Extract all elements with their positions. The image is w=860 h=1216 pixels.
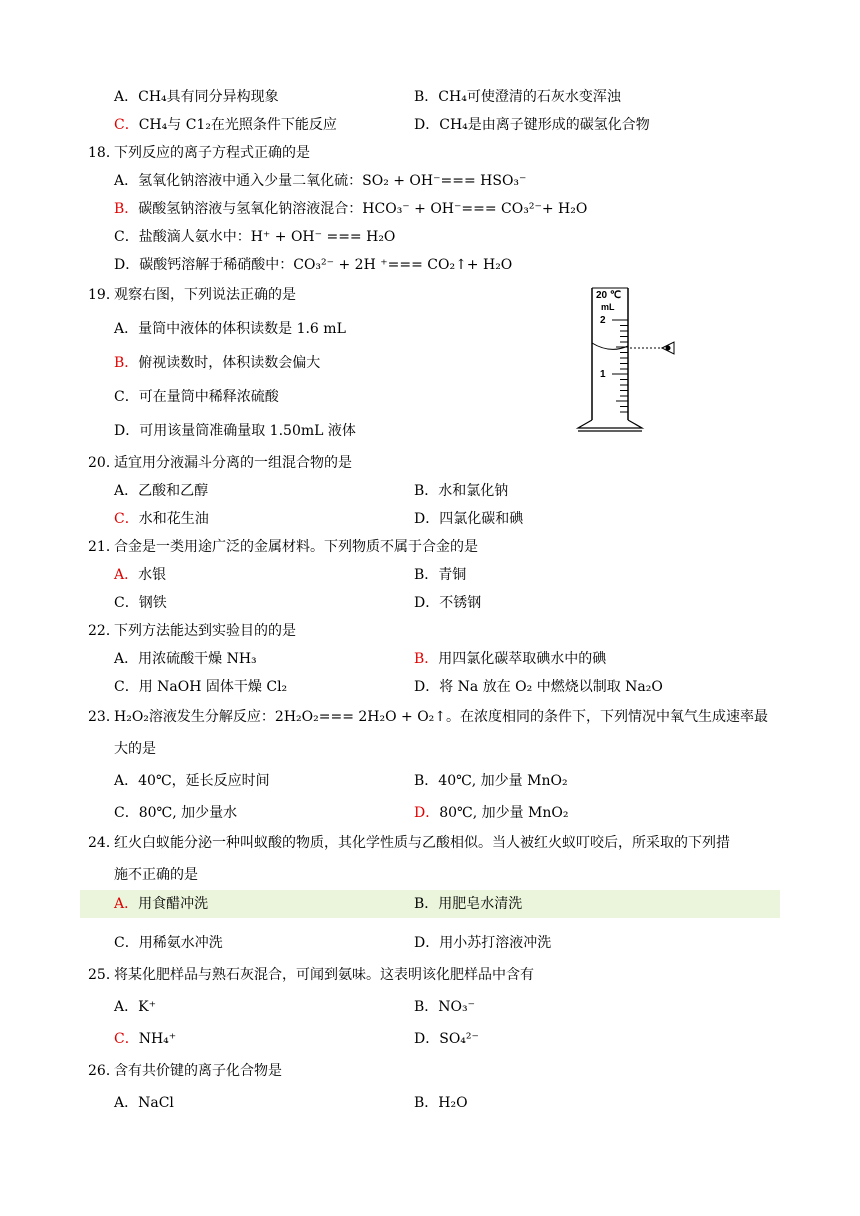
- q26-stem: 26．含有共价键的离子化合物是: [88, 1063, 282, 1079]
- q21-option-a: A．水银: [114, 567, 167, 583]
- q19-option-c: C．可在量筒中稀释浓硫酸: [114, 389, 279, 405]
- q22-option-d: D．将 Na 放在 O₂ 中燃烧以制取 Na₂O: [414, 679, 663, 695]
- q20-option-a: A．乙酸和乙醇: [114, 483, 209, 499]
- q20-option-c: C．水和花生油: [114, 511, 209, 527]
- q24-option-d: D．用小苏打溶液冲洗: [414, 935, 552, 951]
- q19-option-a: A．量筒中液体的体积读数是 1.6 mL: [114, 321, 346, 337]
- q17-option-d: D．CH₄是由离子键形成的碳氢化合物: [414, 117, 650, 133]
- q21-option-b: B．青铜: [414, 567, 467, 583]
- q25-option-b: B．NO₃⁻: [414, 999, 476, 1015]
- tick-label-1: 1: [600, 369, 606, 380]
- q18-option-b: B．碳酸氢钠溶液与氢氧化钠溶液混合：HCO₃⁻ + OH⁻=== CO₃²⁻+ H₂O: [114, 201, 588, 217]
- cylinder-unit-label: mL: [601, 302, 615, 312]
- q24-option-c: C．用稀氨水冲洗: [114, 935, 223, 951]
- q17-options-row1: [0, 83, 860, 111]
- q20-stem: 20．适宜用分液漏斗分离的一组混合物的是: [88, 455, 352, 471]
- eye-icon: [662, 342, 674, 354]
- cylinder-scale-ticks: [612, 320, 628, 412]
- q24-option-b: B．用肥皂水清洗: [414, 896, 523, 912]
- q17-option-b: B．CH₄可使澄清的石灰水变浑浊: [414, 89, 621, 105]
- q25-stem: 25．将某化肥样品与熟石灰混合，可闻到氨味。这表明该化肥样品中含有: [88, 967, 534, 983]
- q18-option-a: A．氢氧化钠溶液中通入少量二氧化硫：SO₂ + OH⁻=== HSO₃⁻: [114, 173, 527, 189]
- q22-stem: 22．下列方法能达到实验目的的是: [88, 623, 296, 639]
- liquid-meniscus: [592, 343, 628, 349]
- q18-option-d: D．碳酸钙溶解于稀硝酸中：CO₃²⁻ + 2H ⁺=== CO₂↑+ H₂O: [114, 257, 513, 273]
- q18-stem-row: [0, 139, 860, 167]
- q25-option-d: D．SO₄²⁻: [414, 1031, 479, 1047]
- q25-option-c: C．NH₄⁺: [114, 1031, 177, 1047]
- q24-stem-continued: 施不正确的是: [114, 867, 198, 883]
- q26-option-b: B．H₂O: [414, 1095, 468, 1111]
- q18-option-c: C．盐酸滴人氨水中：H⁺ + OH⁻ === H₂O: [114, 229, 396, 245]
- q19-stem: 19．观察右图，下列说法正确的是: [88, 287, 296, 303]
- q23-option-c: C．80℃, 加少量水: [114, 805, 238, 821]
- q22-option-b: B．用四氯化碳萃取碘水中的碘: [414, 651, 607, 667]
- q23-option-a: A．40℃，延长反应时间: [114, 773, 270, 789]
- q23-stem-continued: 大的是: [114, 741, 156, 757]
- q20-option-b: B．水和氯化钠: [414, 483, 509, 499]
- q20-option-d: D．四氯化碳和碘: [414, 511, 524, 527]
- graduated-cylinder-figure: [574, 286, 684, 436]
- q21-option-c: C．钢铁: [114, 595, 167, 611]
- q17-options-row2: [0, 111, 860, 139]
- q22-option-c: C．用 NaOH 固体干燥 Cl₂: [114, 679, 288, 695]
- q21-option-d: D．不锈钢: [414, 595, 482, 611]
- q22-option-a: A．用浓硫酸干燥 NH₃: [114, 651, 257, 667]
- q26-option-a: A．NaCl: [114, 1095, 174, 1111]
- q17-option-c: C．CH₄与 C1₂在光照条件下能反应: [114, 117, 337, 133]
- q18-stem: 18．下列反应的离子方程式正确的是: [88, 145, 310, 161]
- q23-option-b: B．40℃, 加少量 MnO₂: [414, 773, 568, 789]
- q21-stem: 21．合金是一类用途广泛的金属材料。下列物质不属于合金的是: [88, 539, 478, 555]
- q24-stem: 24．红火白蚁能分泌一种叫蚁酸的物质，其化学性质与乙酸相似。当人被红火蚁叮咬后，所采取的下列措: [88, 835, 730, 851]
- cylinder-temp-label: 20 ℃: [596, 290, 622, 301]
- q19-option-d: D．可用该量筒准确量取 1.50mL 液体: [114, 423, 356, 439]
- q25-option-a: A．K⁺: [114, 999, 156, 1015]
- tick-label-2: 2: [600, 315, 606, 326]
- q24-option-a: A．用食醋冲洗: [114, 896, 209, 912]
- q19-option-b: B．俯视读数时，体积读数会偏大: [114, 355, 321, 371]
- q23-option-d: D．80℃, 加少量 MnO₂: [414, 805, 569, 821]
- q17-option-a: A．CH₄具有同分异构现象: [114, 89, 279, 105]
- q23-stem: 23．H₂O₂溶液发生分解反应：2H₂O₂=== 2H₂O + O₂↑。在浓度相同的条件下，下列情况中氧气生成速率最: [88, 709, 769, 725]
